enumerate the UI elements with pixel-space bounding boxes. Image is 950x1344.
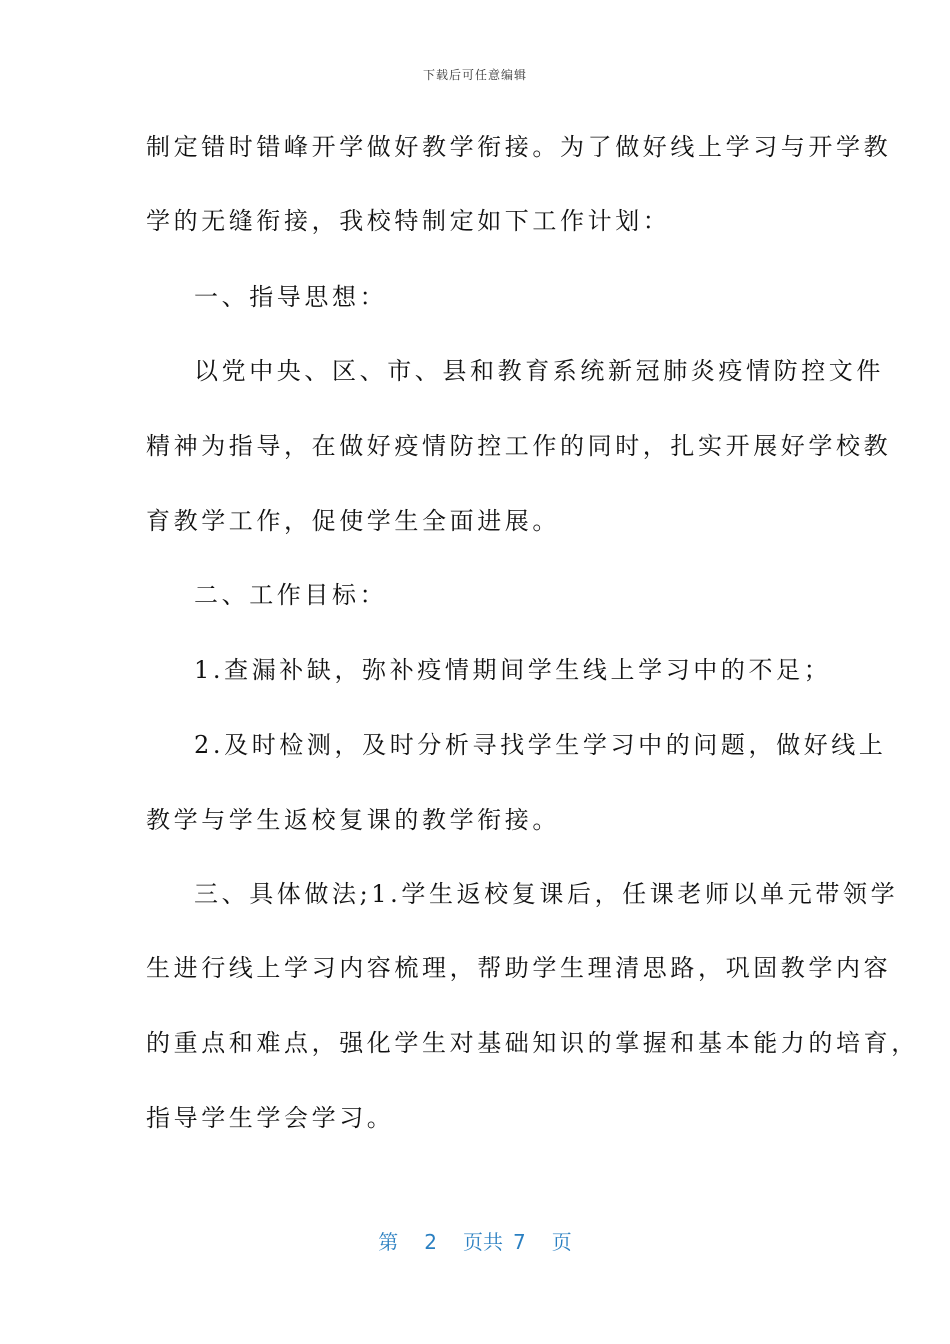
section-heading: 三、具体做法;1.学生返校复课后，任课老师以单元带领学 (194, 880, 899, 908)
footer-mid: 页共 (463, 1230, 503, 1254)
footer-suffix: 页 (551, 1230, 572, 1254)
body-line: 的重点和难点，强化学生对基础知识的掌握和基本能力的培育， (146, 1029, 919, 1057)
section-heading: 一、指导思想： (194, 283, 388, 311)
footer-total-pages: 7 (513, 1230, 526, 1254)
body-line: 指导学生学会学习。 (146, 1104, 395, 1132)
body-line: 生进行线上学习内容梳理，帮助学生理清思路，巩固教学内容 (146, 954, 892, 982)
footer-page-number: 2 (424, 1230, 437, 1254)
list-item: 2.及时检测，及时分析寻找学生学习中的问题，做好线上 (194, 731, 887, 759)
body-line: 学的无缝衔接，我校特制定如下工作计划： (146, 207, 671, 235)
header-note: 下载后可任意编辑 (422, 68, 527, 82)
section-heading: 二、工作目标： (194, 581, 388, 609)
body-line: 精神为指导，在做好疫情防控工作的同时，扎实开展好学校教 (146, 432, 892, 460)
body-line: 育教学工作，促使学生全面进展。 (146, 507, 560, 535)
footer-prefix: 第 (378, 1230, 399, 1254)
body-line: 以党中央、区、市、县和教育系统新冠肺炎疫情防控文件 (194, 357, 884, 385)
body-line: 教学与学生返校复课的教学衔接。 (146, 806, 560, 834)
body-line: 制定错时错峰开学做好教学衔接。为了做好线上学习与开学教 (146, 133, 892, 161)
list-item: 1.查漏补缺，弥补疫情期间学生线上学习中的不足； (194, 656, 832, 684)
page-footer (0, 1226, 950, 1255)
